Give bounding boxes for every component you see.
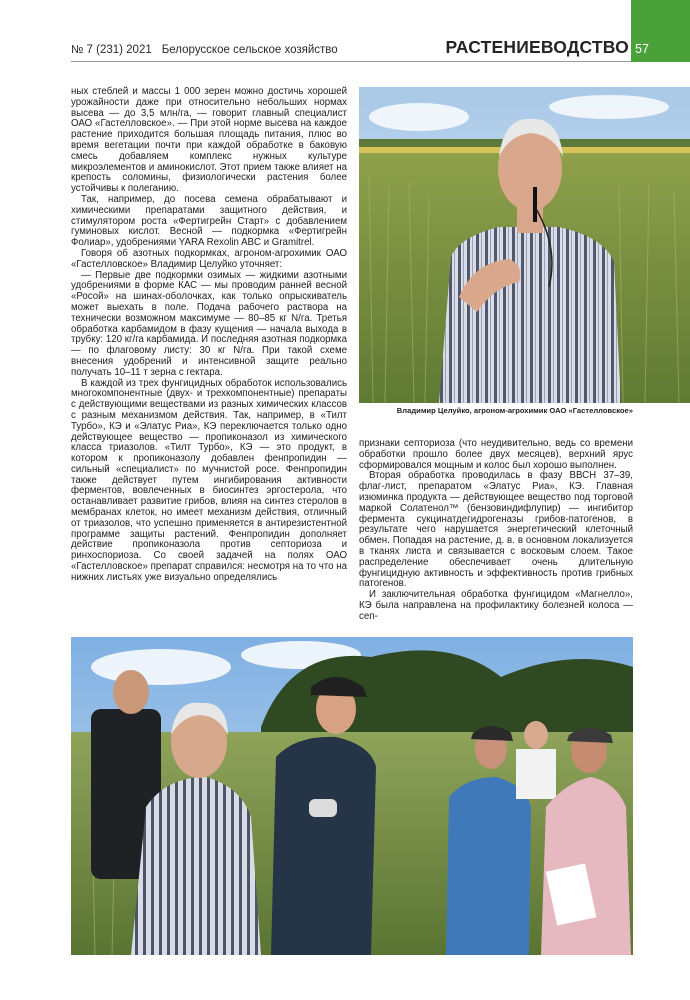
paragraph: И заключительная обработка фунгицидом «Магнелло», КЭ была направлена на профилактику болезней колоса — сеп- xyxy=(359,589,633,622)
agronomist-photo xyxy=(359,87,690,403)
paragraph: — Первые две подкормки озимых — жидкими азотными удобрениями в форме КАС — мы проводим ранней весной «Росой» на шинах-оболочках, как только опрыскиватель может выехать в поле. Подача рабочего раствора на технически возможном максимуме — 80–85 кг N/га. Третья обработка карбамидом в фазу кущения — начала выхода в трубку: 120 кг/га карбамида. И последняя азотная подкормка — по флаговому листу: 30 кг N/га. При такой схеме внесения удобрений и интенсивной защите реально получать 10–11 т зерна с гектара. xyxy=(71,269,347,378)
paragraph: Вторая обработка проводилась в фазу ВВСН 37–39, флаг-лист, препаратом «Элатус Риа», КЭ. Главная изюминка продукта — действующее вещество под торговой маркой Солатенол™ (бензовиндифлупир) — ингибитор фермента сукцинатдегидрогеназы грибов-патогенов, в результате чего нарушается энергетический клеточный обмен. Попадая на растение, д. в. в основном локализуется в тканях листа и связывается с восковым слоем. Такое распределение обеспечивает очень длительную фунгицидную активность и эффективность против грибных патогенов. xyxy=(359,470,633,590)
paragraph: Говоря об азотных подкормках, агроном-агрохимик ОАО «Гастелловское» Владимир Целуйко уточняет: xyxy=(71,247,347,270)
field-group-photo xyxy=(71,637,633,955)
page-number: 57 xyxy=(635,42,649,56)
paragraph: признаки септориоза (что неудивительно, ведь со времени обработки прошло более двух месяцев), верхний ярус сформировался мощным и колос был хорошо выполнен. xyxy=(359,438,633,471)
issue-number: № 7 (231) 2021 xyxy=(71,44,152,56)
magazine-title: Белорусское сельское хозяйство xyxy=(161,44,338,56)
header-divider xyxy=(71,61,631,62)
left-text-column xyxy=(71,87,347,584)
section-title: РАСТЕНИЕВОДСТВО xyxy=(445,37,629,57)
right-text-column xyxy=(359,439,633,623)
paragraph: В каждой из трех фунгицидных обработок использовались многокомпонентные (двух- и трехкомпонентные) препараты с действующими веществами из разных химических классов с разным механизмом действия. Так, например, в «Тилт Турбо», КЭ и «Элатус Риа», КЭ переключается только одно действующее вещество — пропиконазол из химического класса триазолов. «Тилт Турбо», КЭ — это продукт, в котором к пропиконазолу добавлен фенпропидин — сильный «специалист» по мучнистой росе. Фенпропидин также действует путем ингибирования активности ферментов, вовлеченных в биосинтез эргостерола, что останавливает развитие грибов, влияя на синтез стеролов в мембранах клеток, но имеет механизм действия, отличный от триазолов, что успешно применяется в антирезистентной программе защиты растений. Фенпропидин дополняет действие пропиконазола против септориоза и ринхоспориоза. Со своей задачей на полях ОАО «Гастелловское» препарат справился: несмотря на то что на нижних листьях уже визуально определялись xyxy=(71,377,347,583)
paragraph: Так, например, до посева семена обрабатывают и химическими препаратами защитного действия, и стимулятором роста «Фертигрейн Старт» с добавлением гуминовых кислот. Весной — подкормка «Фертигрейн Фолиар», удобрениями YARA Rexolin ABC и Gramitrel. xyxy=(71,193,347,249)
paragraph: ных стеблей и массы 1 000 зерен можно достичь хорошей урожайности даже при относительно небольших нормах высева — до 3,5 млн/га, — говорит главный специалист ОАО «Гастелловское». — При этой норме высева на каждое растение приходится большая площадь питания, плюс во время вегетации почти при каждой обработке в баковую смесь добавляем комплекс нужных культуре микроэлементов и аминокислот. Этот прием также влияет на крепость соломины, физиологически растения более устойчивы к полеганию. xyxy=(71,86,347,195)
page-number-box xyxy=(631,0,690,62)
photo-caption: Владимир Целуйко, агроном-агрохимик ОАО «Гастелловское» xyxy=(396,406,633,415)
running-header xyxy=(71,44,338,56)
